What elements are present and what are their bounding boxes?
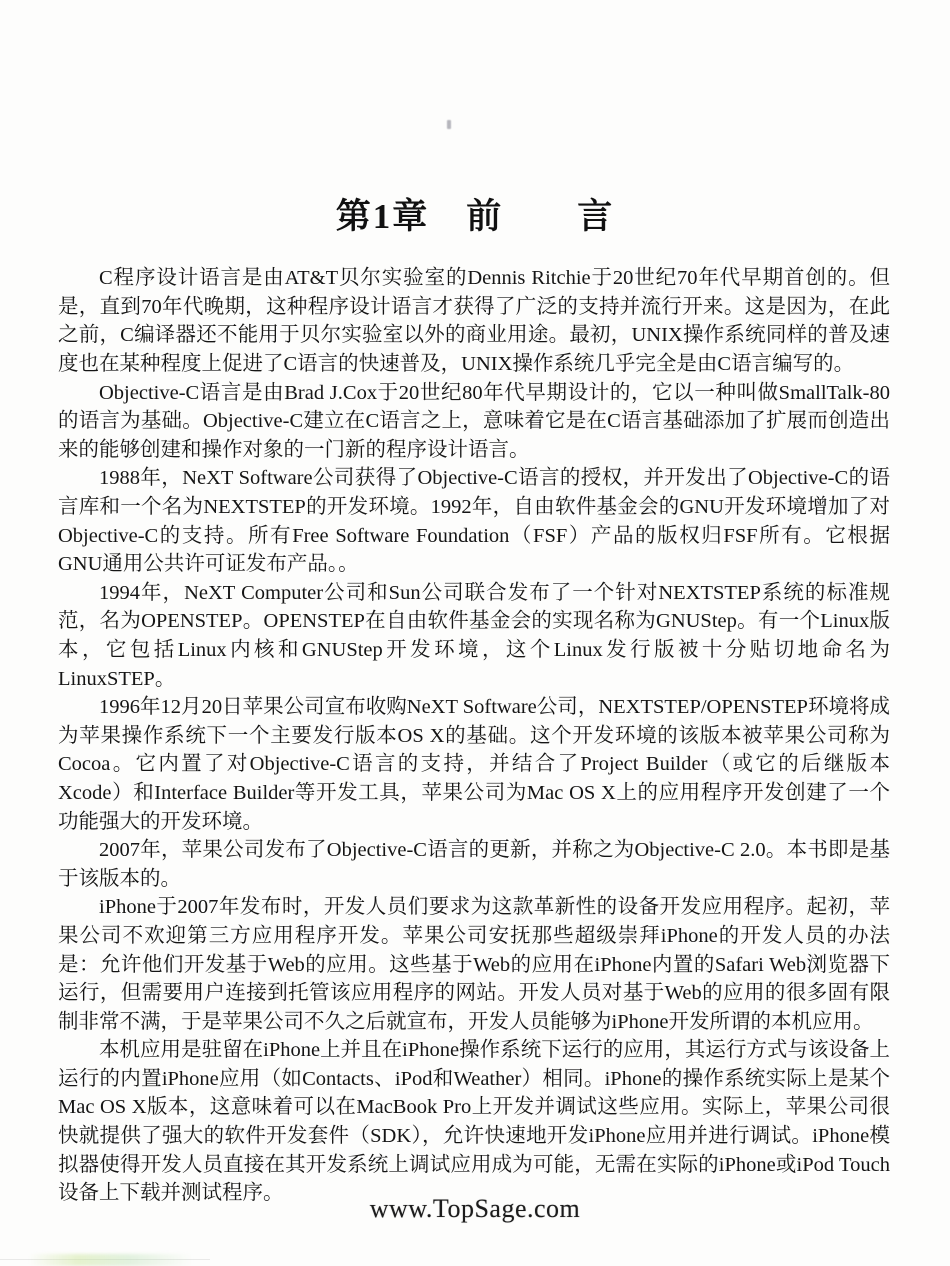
paragraph-next-1988: 1988年，NeXT Software公司获得了Objective-C语言的授权，并开发出了Objective-C的语言库和一个名为NEXTSTEP的开发环境。1992年，自由软件基金会的GNU开发环境增加了对Objective-C的支持。所有Free Software Foundation（FSF）产品的版权归FSF所有。它根据GNU通用公共许可证发布产品。。 <box>58 467 890 576</box>
paragraph-objective-c-origin: Objective-C语言是由Brad J.Cox于20世纪80年代早期设计的，它以一种叫做SmallTalk-80的语言为基础。Objective-C建立在C语言之上，意味着它是在C语言基础添加了扩展而创造出来的能够创建和操作对象的一门新的程序设计语言。 <box>58 381 890 461</box>
scan-artifact-smudge <box>28 1254 193 1266</box>
paragraph-iphone-release: iPhone于2007年发布时，开发人员们要求为这款革新性的设备开发应用程序。起初，苹果公司不欢迎第三方应用程序开发。苹果公司安抚那些超级崇拜iPhone的开发人员的办法是：允许他们开发基于Web的应用。这些基于Web的应用在iPhone内置的Safari Web浏览器下运行，但需要用户连接到托管该应用程序的网站。开发人员对基于Web的应用的很多固有限制非常不满，于是苹果公司不久之后就宣布，开发人员能够为iPhone开发所谓的本机应用。 <box>58 896 890 1033</box>
chapter-title: 第1章 前 言 <box>335 197 615 236</box>
paragraph-openstep-1994: 1994年，NeXT Computer公司和Sun公司联合发布了一个针对NEXTSTEP系统的标准规范，名为OPENSTEP。OPENSTEP在自由软件基金会的实现名称为GNUStep。有一个Linux版本，它包括Linux内核和GNUStep开发环境，这个Linux发行版被十分贴切地命名为LinuxSTEP。 <box>58 581 890 690</box>
watermark-url: www.TopSage.com <box>369 1194 581 1223</box>
scan-artifact-speck <box>447 120 451 129</box>
paragraph-c-language-history: C程序设计语言是由AT&T贝尔实验室的Dennis Ritchie于20世纪70年代早期首创的。但是，直到70年代晚期，这种程序设计语言才获得了广泛的支持并流行开来。这是因为，在此之前，C编译器还不能用于贝尔实验室以外的商业用途。最初，UNIX操作系统同样的普及速度也在某种程度上促进了C语言的快速普及，UNIX操作系统几乎完全是由C语言编写的。 <box>58 267 890 376</box>
paragraph-objective-c-2007: 2007年，苹果公司发布了Objective-C语言的更新，并称之为Objective-C 2.0。本书即是基于该版本的。 <box>58 839 890 890</box>
paragraph-native-apps-sdk: 本机应用是驻留在iPhone上并且在iPhone操作系统下运行的应用，其运行方式与该设备上运行的内置iPhone应用（如Contacts、iPod和Weather）相同。iPhone的操作系统实际上是某个Mac OS X版本，这意味着可以在MacBook Pro上开发并调试这些应用。实际上，苹果公司很快就提供了强大的软件开发套件（SDK），允许快速地开发iPhone应用并进行调试。iPhone模拟器使得开发人员直接在其开发系统上调试应用成为可能，无需在实际的iPhone或iPod Touch设备上下载并测试程序。 <box>58 1039 890 1205</box>
paragraph-apple-acquisition-1996: 1996年12月20日苹果公司宣布收购NeXT Software公司，NEXTSTEP/OPENSTEP环境将成为苹果操作系统下一个主要发行版本OS X的基础。这个开发环境的该版本被苹果公司称为Cocoa。它内置了对Objective-C语言的支持，并结合了Project Builder（或它的后继版本Xcode）和Interface Builder等开发工具，苹果公司为Mac OS X上的应用程序开发创建了一个功能强大的开发环境。 <box>58 696 890 833</box>
chapter-body <box>58 264 890 1208</box>
